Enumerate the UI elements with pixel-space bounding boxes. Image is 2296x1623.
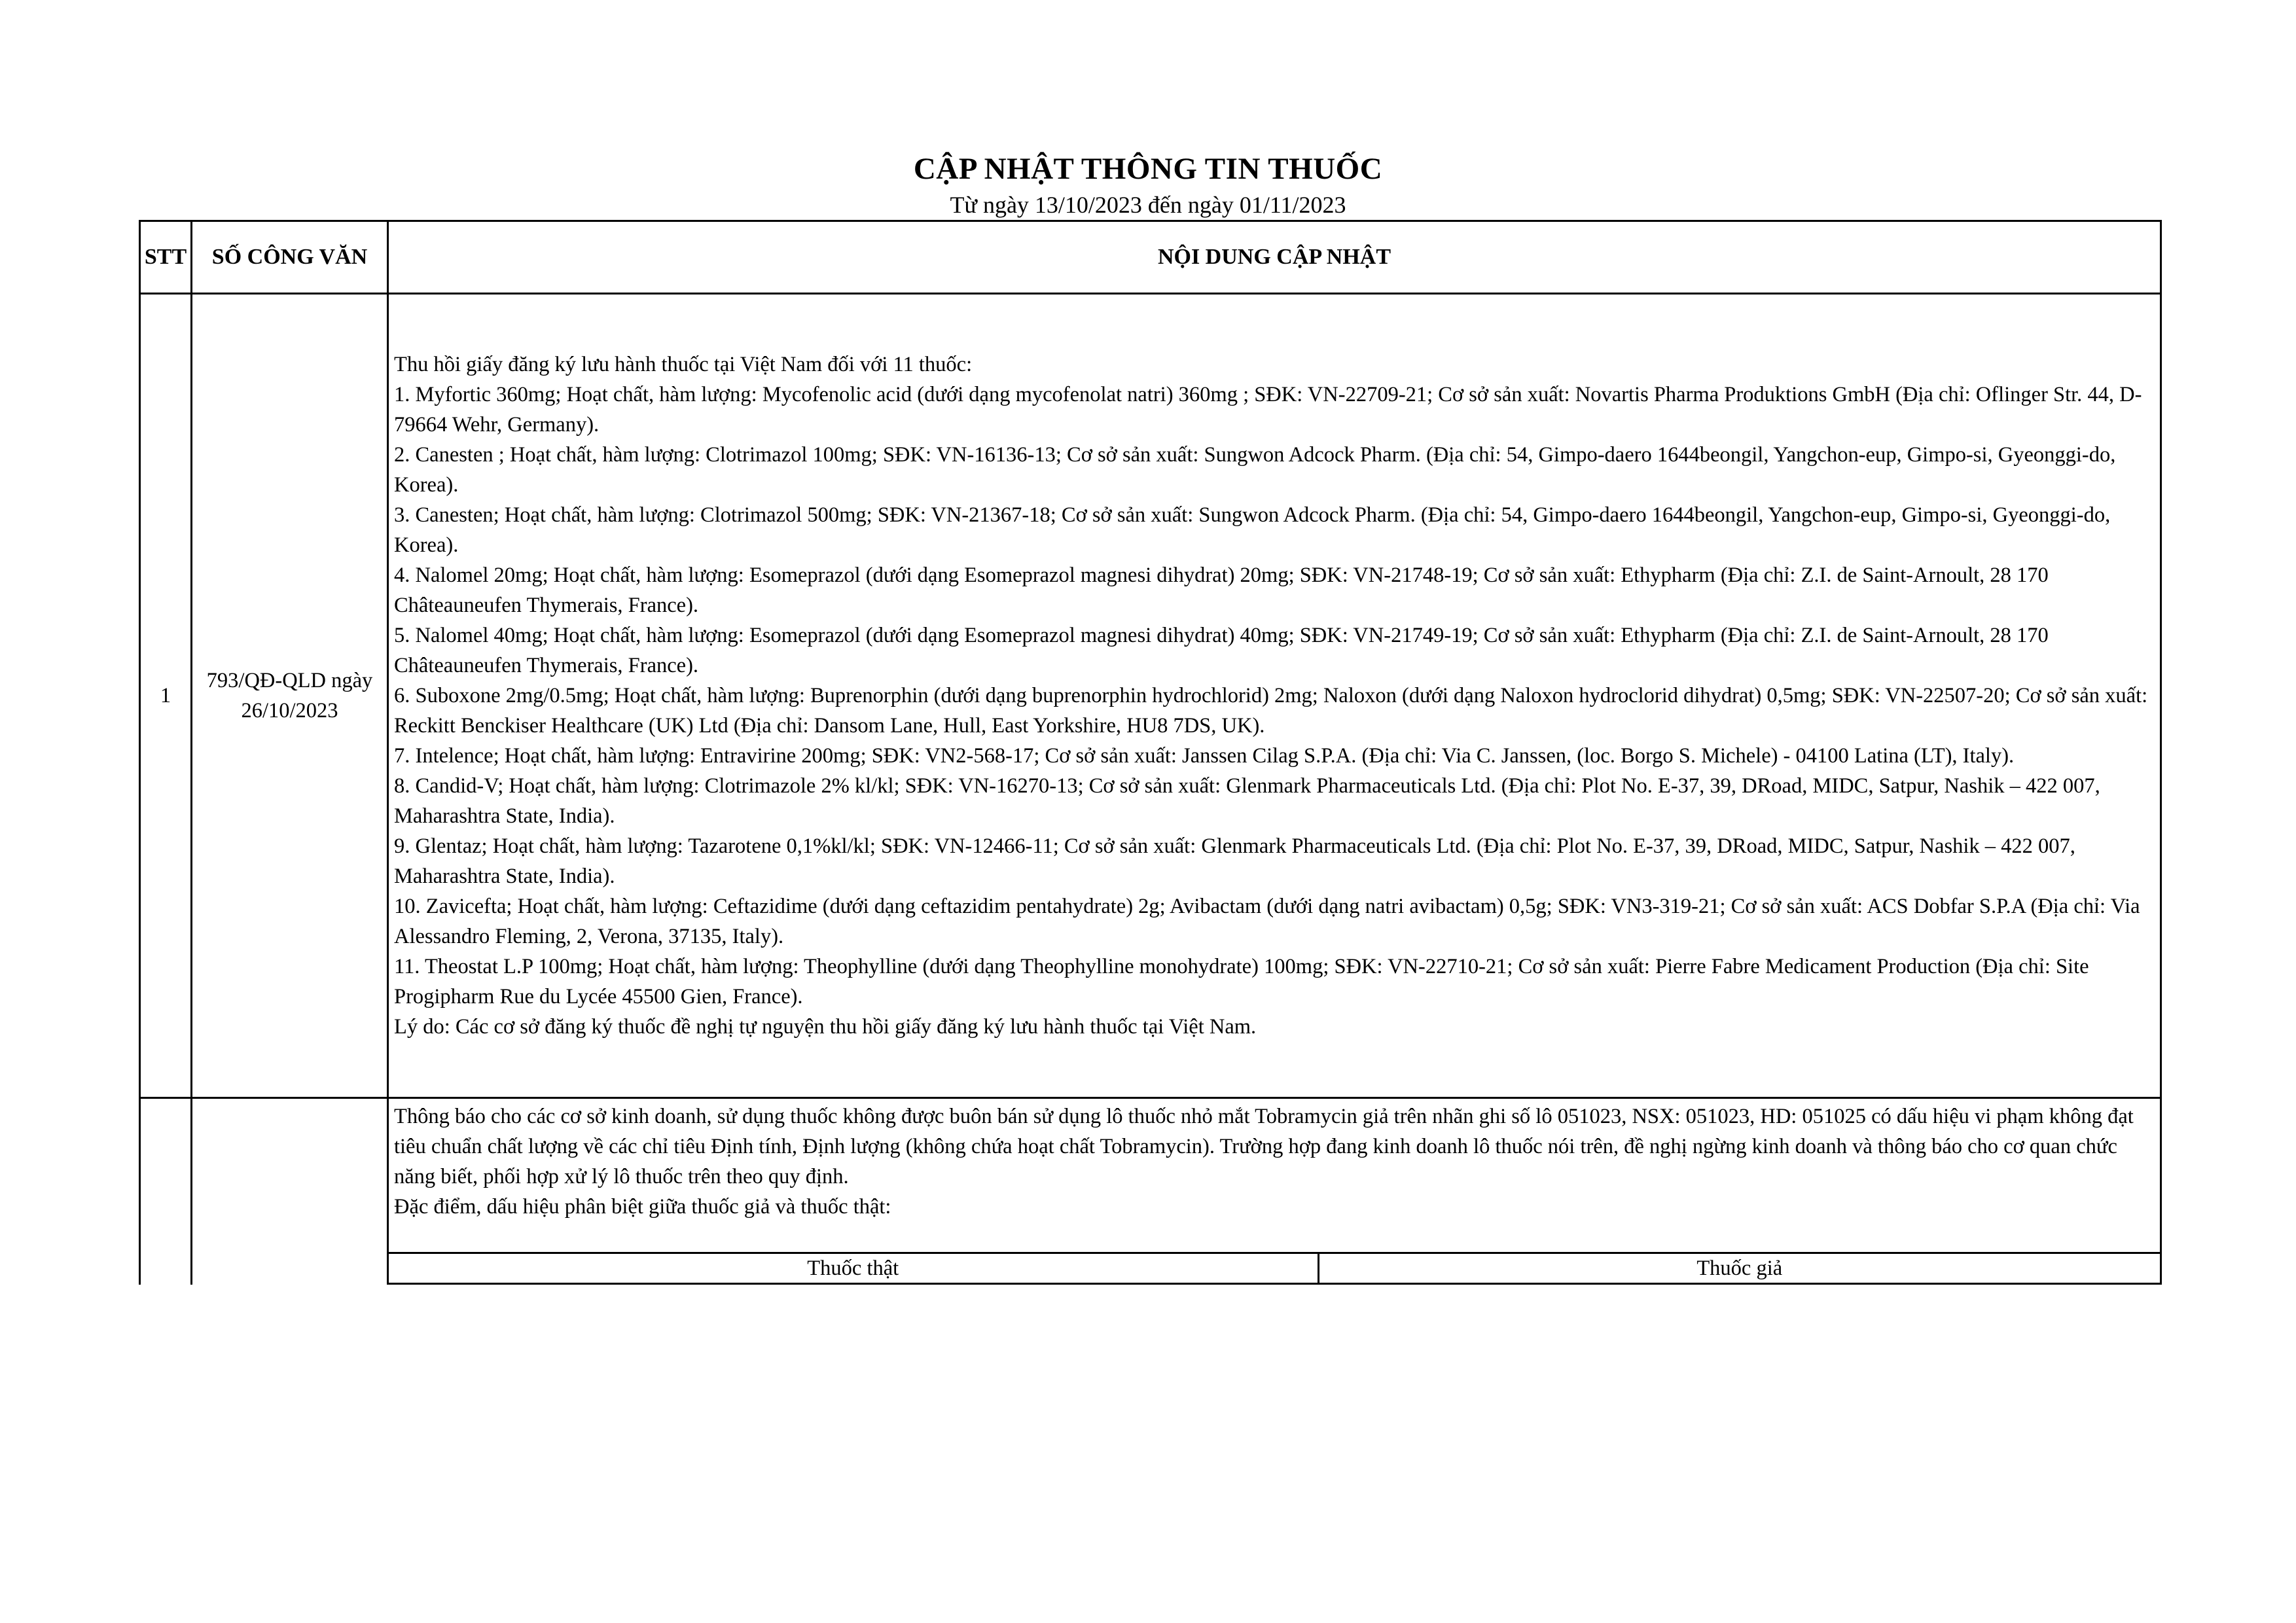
- table-row: [140, 294, 2161, 1098]
- content-item-5: 5. Nalomel 40mg; Hoạt chất, hàm lượng: Esomeprazol (dưới dạng Esomeprazol magnesi dihydrat) 40mg; SĐK: VN-21749-19; Cơ sở sản xuất: Ethypharm (Địa chỉ: Z.I. de Saint-Arnoult, 28 170 Châteauneufen Thymerais, France).: [394, 624, 2049, 677]
- header-noi-dung: NỘI DUNG CẬP NHẬT: [388, 221, 2161, 294]
- drug-update-table: [139, 220, 2162, 1285]
- content-item-8: 8. Candid-V; Hoạt chất, hàm lượng: Clotrimazole 2% kl/kl; SĐK: VN-16270-13; Cơ sở sản xuất: Glenmark Pharmaceuticals Ltd. (Địa chỉ: Plot No. E-37, 39, DRoad, MIDC, Satpur, Nashik – 422 007, Maharashtra State, India).: [394, 774, 2100, 828]
- row-stt: [140, 1098, 192, 1285]
- comparison-header-row: [389, 1253, 2160, 1284]
- content-item-4: 4. Nalomel 20mg; Hoạt chất, hàm lượng: Esomeprazol (dưới dạng Esomeprazol magnesi dihydrat) 20mg; SĐK: VN-21748-19; Cơ sở sản xuất: Ethypharm (Địa chỉ: Z.I. de Saint-Arnoult, 28 170 Châteauneufen Thymerais, France).: [394, 563, 2049, 617]
- header-thuoc-gia: Thuốc giả: [1318, 1253, 2160, 1284]
- date-range-subtitle: Từ ngày 13/10/2023 đến ngày 01/11/2023: [950, 192, 1346, 218]
- page-title: CẬP NHẬT THÔNG TIN THUỐC: [913, 152, 1383, 186]
- row-so-cong-van: [192, 1098, 388, 1285]
- table-header-row: [140, 221, 2161, 294]
- content-intro: Thu hồi giấy đăng ký lưu hành thuốc tại Việt Nam đối với 11 thuốc:: [394, 353, 973, 376]
- row-so-cong-van: 793/QĐ-QLD ngày 26/10/2023: [192, 294, 388, 1098]
- notice-distinction: Đặc điểm, dấu hiệu phân biệt giữa thuốc giả và thuốc thật:: [394, 1195, 891, 1219]
- content-reason: Lý do: Các cơ sở đăng ký thuốc đề nghị tự nguyện thu hồi giấy đăng ký lưu hành thuốc tại Việt Nam.: [394, 1015, 1257, 1039]
- row-content: [388, 1098, 2161, 1285]
- content-item-11: 11. Theostat L.P 100mg; Hoạt chất, hàm lượng: Theophylline (dưới dạng Theophylline monohydrate) 100mg; SĐK: VN-22710-21; Cơ sở sản xuất: Pierre Fabre Medicament Production (Địa chỉ: Site Progipharm Rue du Lycée 45500 Gien, France).: [394, 955, 2089, 1008]
- content-item-6: 6. Suboxone 2mg/0.5mg; Hoạt chất, hàm lượng: Buprenorphin (dưới dạng buprenorphin hydrochlorid) 2mg; Naloxon (dưới dạng Naloxon hydroclorid dihydrat) 0,5mg; SĐK: VN-22507-20; Cơ sở sản xuất: Reckitt Benckiser Healthcare (UK) Ltd (Địa chỉ: Dansom Lane, Hull, East Yorkshire, HU8 7DS, UK).: [394, 684, 2148, 738]
- content-item-10: 10. Zavicefta; Hoạt chất, hàm lượng: Ceftazidime (dưới dạng ceftazidim pentahydrate) 2g; Avibactam (dưới dạng natri avibactam) 0,5g; SĐK: VN3-319-21; Cơ sở sản xuất: ACS Dobfar S.P.A (Địa chỉ: Via Alessandro Fleming, 2, Verona, 37135, Italy).: [394, 895, 2140, 948]
- notice-text: Thông báo cho các cơ sở kinh doanh, sử dụng thuốc không được buôn bán sử dụng lô thuốc nhỏ mắt Tobramycin giả trên nhãn ghi số lô 051023, NSX: 051023, HD: 051025 có dấu hiệu vi phạm không đạt tiêu chuẩn chất lượng về các chỉ tiêu Định tính, Định lượng (không chứa hoạt chất Tobramycin). Trường hợp đang kinh doanh lô thuốc nói trên, đề nghị ngừng kinh doanh và thông báo cho cơ quan chức năng biết, phối hợp xử lý lô thuốc trên theo quy định.: [394, 1105, 2134, 1188]
- header-so-cong-van: SỐ CÔNG VĂN: [192, 221, 388, 294]
- header-stt: STT: [140, 221, 192, 294]
- notice-block: [389, 1099, 2160, 1252]
- row-content: [388, 294, 2161, 1098]
- content-item-2: 2. Canesten ; Hoạt chất, hàm lượng: Clotrimazol 100mg; SĐK: VN-16136-13; Cơ sở sản xuất: Sungwon Adcock Pharm. (Địa chỉ: 54, Gimpo-daero 1644beongil, Yangchon-eup, Gimpo-si, Gyeonggi-do, Korea).: [394, 443, 2116, 497]
- content-item-7: 7. Intelence; Hoạt chất, hàm lượng: Entravirine 200mg; SĐK: VN2-568-17; Cơ sở sản xuất: Janssen Cilag S.P.A. (Địa chỉ: Via C. Janssen, (loc. Borgo S. Michele) - 04100 Latina (LT), Italy).: [394, 744, 2015, 768]
- row-stt: 1: [140, 294, 192, 1098]
- content-item-1: 1. Myfortic 360mg; Hoạt chất, hàm lượng: Mycofenolic acid (dưới dạng mycofenolat natri) 360mg ; SĐK: VN-22709-21; Cơ sở sản xuất: Novartis Pharma Produktions GmbH (Địa chỉ: Oflinger Str. 44, D-79664 Wehr, Germany).: [394, 383, 2142, 437]
- content-block: [394, 349, 2156, 1042]
- comparison-table: [389, 1252, 2160, 1285]
- table-row: [140, 1098, 2161, 1285]
- header-thuoc-that: Thuốc thật: [389, 1253, 1318, 1284]
- content-item-9: 9. Glentaz; Hoạt chất, hàm lượng: Tazarotene 0,1%kl/kl; SĐK: VN-12466-11; Cơ sở sản xuất: Glenmark Pharmaceuticals Ltd. (Địa chỉ: Plot No. E-37, 39, DRoad, MIDC, Satpur, Nashik – 422 007, Maharashtra State, India).: [394, 834, 2075, 888]
- content-item-3: 3. Canesten; Hoạt chất, hàm lượng: Clotrimazol 500mg; SĐK: VN-21367-18; Cơ sở sản xuất: Sungwon Adcock Pharm. (Địa chỉ: 54, Gimpo-daero 1644beongil, Yangchon-eup, Gimpo-si, Gyeonggi-do, Korea).: [394, 503, 2111, 557]
